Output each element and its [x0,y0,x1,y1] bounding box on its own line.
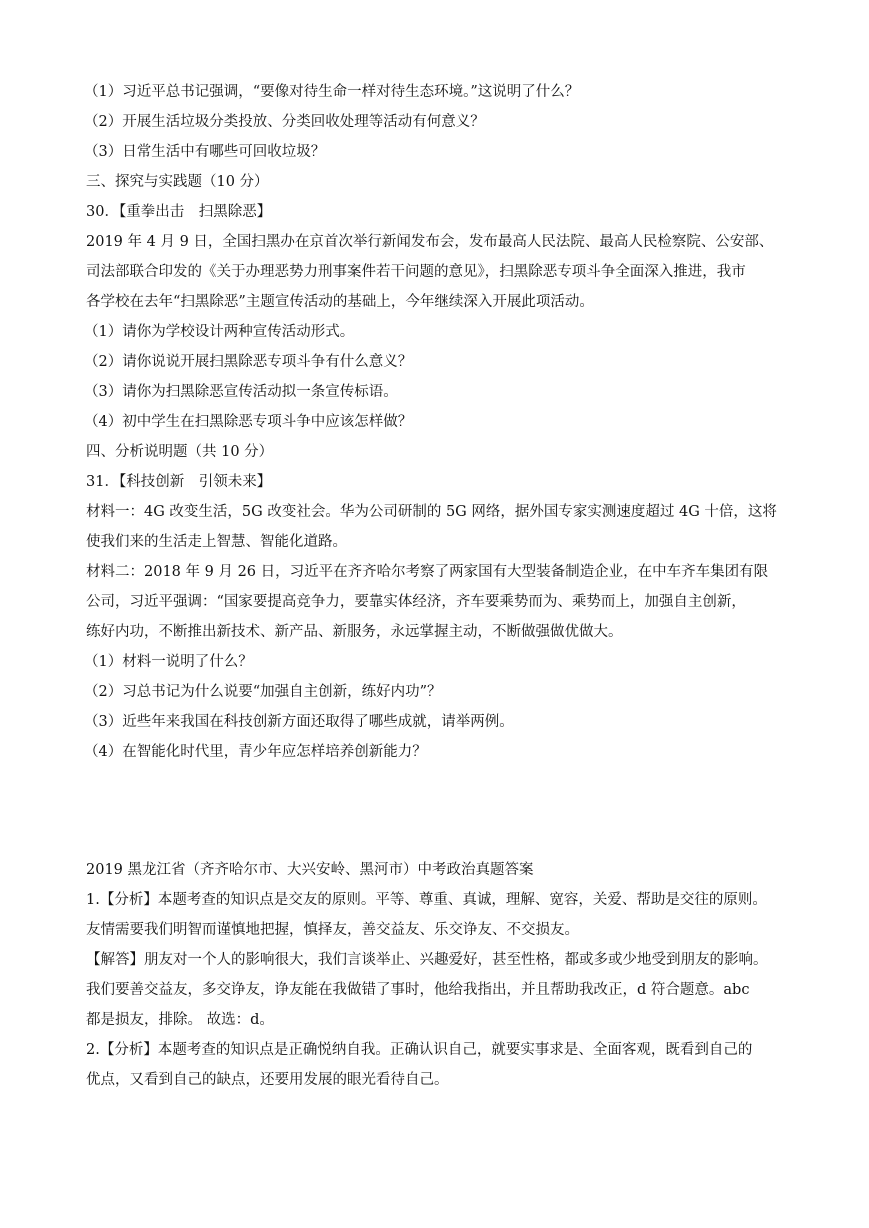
question-31-title: 31．【科技创新 引领未来】 [86,474,272,490]
question-31-sub-1: （1）材料一说明了什么？ [84,654,253,670]
material-two-line-1: 材料二：2018 年 9 月 26 日，习近平在齐齐哈尔考察了两家国有大型装备制造企业，在中车齐车集团有限 [86,564,769,580]
question-30-paragraph-line-2: 司法部联合印发的《关于办理恶势力刑事案件若干问题的意见》，扫黑除恶专项斗争全面深入推进，我市 [86,264,746,280]
question-30-sub-1: （1）请你为学校设计两种宣传活动形式。 [84,324,355,340]
answer-1-analysis-line-1: 1.【分析】本题考查的知识点是交友的原则。平等、尊重、真诚，理解、宽容，关爱、帮助是交往的原则。 [86,892,767,908]
answer-section-title: 2019 黑龙江省（齐齐哈尔市、大兴安岭、黑河市）中考政治真题答案 [86,862,534,878]
question-30-paragraph-line-1: 2019 年 4 月 9 日，全国扫黑办在京首次举行新闻发布会，发布最高人民法院、最高人民检察院、公安部、 [86,234,774,250]
material-one-line-1: 材料一：4G 改变生活，5G 改变社会。华为公司研制的 5G 网络，据外国专家实测速度超过 4G 十倍，这将 [86,504,777,520]
material-two-line-2: 公司，习近平强调：“国家要提高竞争力，要靠实体经济，齐车要乘势而为、乘势而上，加强自主创新， [86,594,746,610]
section-three-heading: 三、探究与实践题（10 分） [86,174,269,190]
question-30-title: 30．【重拳出击 扫黑除恶】 [86,204,272,220]
question-31-sub-4: （4）在智能化时代里，青少年应怎样培养创新能力？ [84,744,427,760]
question-30-sub-3: （3）请你为扫黑除恶宣传活动拟一条宣传标语。 [84,384,398,400]
answer-2-analysis-line-2: 优点，又看到自己的缺点，还要用发展的眼光看待自己。 [86,1072,449,1088]
answer-1-solution-line-2: 我们要善交益友，多交诤友，诤友能在我做错了事时，他给我指出，并且帮助我改正，d 符合题意。abc [86,982,750,998]
question-29-sub-1: （1）习近平总书记强调，“要像对待生命一样对待生态环境。”这说明了什么？ [84,84,580,100]
answer-1-solution-line-3: 都是损友，排除。 故选：d。 [86,1012,274,1028]
question-29-sub-2: （2）开展生活垃圾分类投放、分类回收处理等活动有何意义？ [84,114,485,130]
question-30-sub-2: （2）请你说说开展扫黑除恶专项斗争有什么意义？ [84,354,413,370]
question-30-paragraph-line-3: 各学校在去年“扫黑除恶”主题宣传活动的基础上，今年继续深入开展此项活动。 [86,294,594,310]
answer-2-analysis-line-1: 2.【分析】本题考查的知识点是正确悦纳自我。正确认识自己，就要实事求是、全面客观，既看到自己的 [86,1042,753,1058]
section-four-heading: 四、分析说明题（共 10 分） [86,444,274,460]
question-31-sub-2: （2）习总书记为什么说要“加强自主创新，练好内功”？ [84,684,442,700]
question-29-sub-3: （3）日常生活中有哪些可回收垃圾？ [84,144,326,160]
material-two-line-3: 练好内功，不断推出新技术、新产品、新服务，永远掌握主动，不断做强做优做大。 [86,624,623,640]
material-one-line-2: 使我们来的生活走上智慧、智能化道路。 [86,534,347,550]
question-30-sub-4: （4）初中学生在扫黑除恶专项斗争中应该怎样做？ [84,414,413,430]
answer-1-analysis-line-2: 友情需要我们明智而谨慎地把握，慎择友，善交益友、乐交诤友、不交损友。 [86,922,579,938]
question-31-sub-3: （3）近些年来我国在科技创新方面还取得了哪些成就，请举两例。 [84,714,514,730]
answer-1-solution-line-1: 【解答】朋友对一个人的影响很大，我们言谈举止、兴趣爱好，甚至性格，都或多或少地受到朋友的影响。 [86,952,768,968]
